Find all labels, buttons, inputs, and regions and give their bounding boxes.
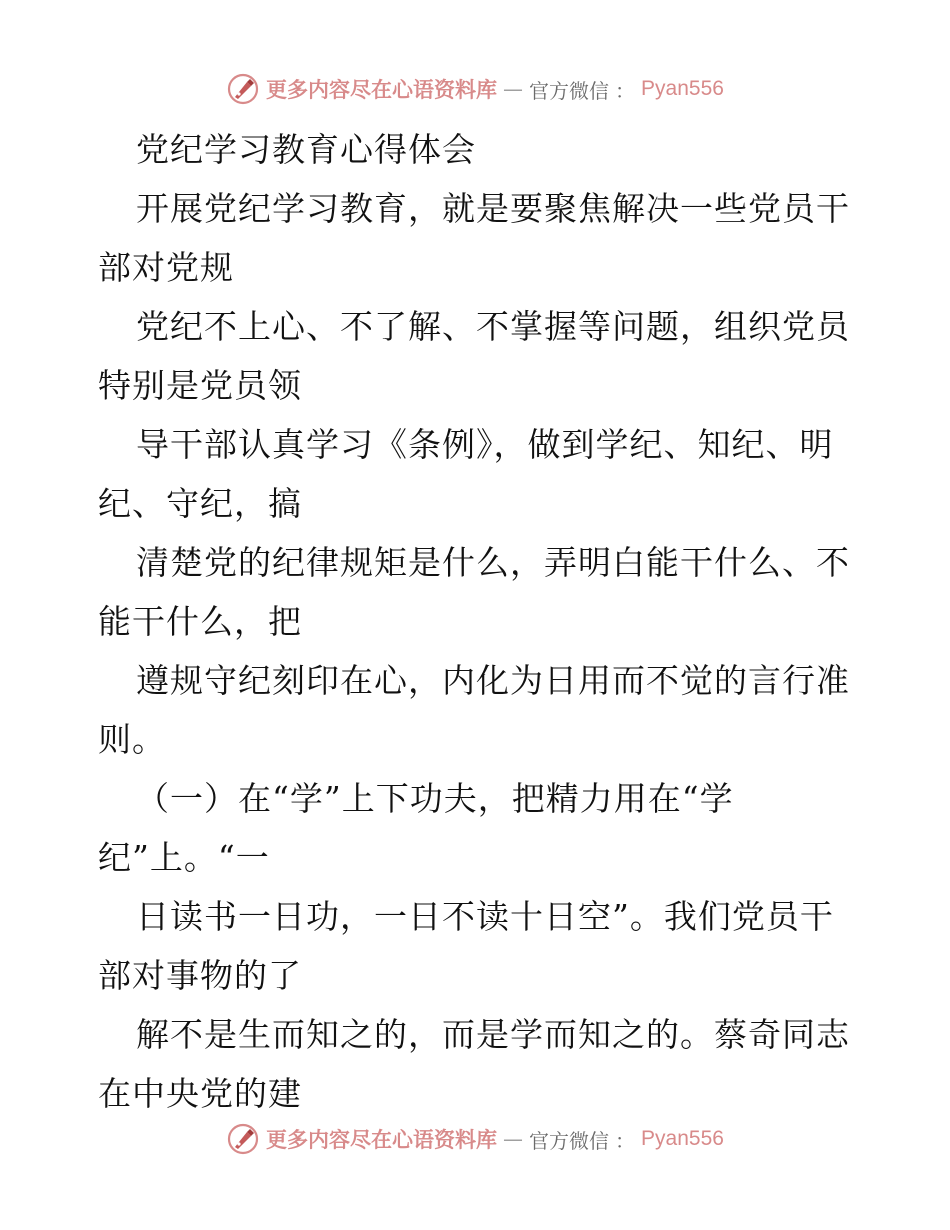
document-body [98,120,858,1123]
watermark-official-label: 官方微信 [529,1128,610,1153]
watermark-account-id: Pyan556 [641,77,724,100]
text-line: 在中央党的建 [98,1074,302,1113]
text-line: 解不是生而知之的，而是学而知之的。蔡奇同志 [136,1015,850,1054]
text-line: 部对事物的了 [98,956,302,995]
watermark-main-text: 更多内容尽在心语资料库 [266,1127,498,1152]
watermark-colon: ： [615,1128,636,1153]
text-line: 部对党规 [98,248,234,287]
pen-nib-logo-icon [226,72,260,106]
text-line: 导干部认真学习《条例》，做到学纪、知纪、明 [136,425,834,464]
text-line: 日读书一日功，一日不读十日空”。我们党员干 [136,897,834,936]
text-line: 党纪不上心、不了解、不掌握等问题，组织党员 [136,307,850,346]
text-line: 纪”上。“一 [98,838,270,877]
text-line: 能干什么，把 [98,602,302,641]
text-line: 则。 [98,720,166,759]
text-line: 遵规守纪刻印在心，内化为日用而不觉的言行准 [136,661,850,700]
text-line: 纪、守纪，搞 [98,484,302,523]
watermark-account-id: Pyan556 [641,1127,724,1150]
header-watermark [0,72,950,106]
watermark-official-label: 官方微信 [529,78,610,103]
watermark-separator: — [503,1127,524,1151]
text-line: 特别是党员领 [98,366,302,405]
pen-nib-logo-icon [226,1122,260,1156]
section-heading: （一）在“学”上下功夫，把精力用在“学 [136,779,734,818]
footer-watermark [0,1122,950,1156]
watermark-colon: ： [615,78,636,103]
watermark-main-text: 更多内容尽在心语资料库 [266,77,498,102]
document-title: 党纪学习教育心得体会 [136,130,476,169]
text-line: 开展党纪学习教育，就是要聚焦解决一些党员干 [136,189,850,228]
text-line: 清楚党的纪律规矩是什么，弄明白能干什么、不 [136,543,850,582]
watermark-separator: — [503,77,524,101]
